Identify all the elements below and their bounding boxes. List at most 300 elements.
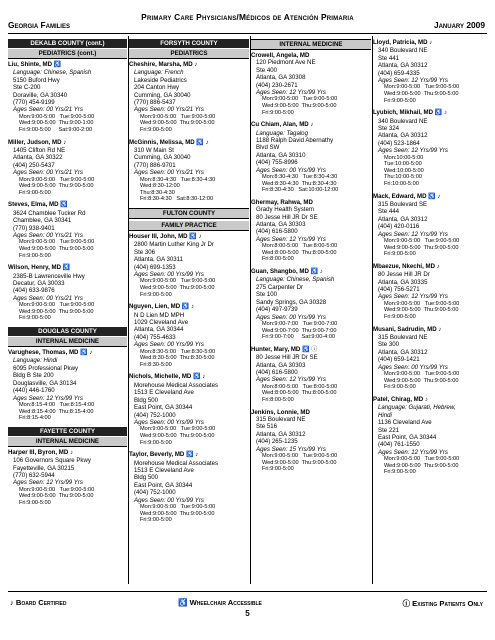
physician-name xyxy=(129,61,249,69)
physician-name xyxy=(373,263,488,271)
address-line: 315 Boulevard SE xyxy=(378,201,428,209)
office-hours: Wed:9:00-5:00 Thu:9:00-5:00 xyxy=(140,120,215,127)
ages-seen: Ages Seen: 00 Yrs/99 Yrs xyxy=(134,271,204,279)
address-line: Language: Chinese, Spanish xyxy=(256,276,335,284)
physician-name xyxy=(129,303,249,311)
existing-patients-icon: ⓘ xyxy=(311,346,318,353)
office-hours: Fri:8:30-4:30 Sat:10:00-12:00 xyxy=(262,187,339,194)
physician-name xyxy=(251,268,371,276)
office-hours: Mon:9:00-5:00 Tue:9:00-5:00 xyxy=(262,96,338,103)
address-line: 2800 Martin Luther King Jr Dr xyxy=(134,241,214,249)
office-hours: Wed:9:00-7:00 Thu:9:00-7:00 xyxy=(262,327,337,334)
address-line: Fayetteville, GA 30215 xyxy=(13,464,75,472)
address-line: East Point, GA 30344 xyxy=(134,404,193,412)
address-line: 5150 Buford Hwy xyxy=(13,76,60,84)
address-line: Chamblee, GA 30341 xyxy=(13,217,72,225)
board-certified-icon: ♪ xyxy=(424,396,428,403)
office-hours: Mon:10:00-5:00 xyxy=(384,154,424,161)
physician-name xyxy=(251,199,371,206)
office-hours: Wed:8:30-5:00 Thu:8:30-5:00 xyxy=(140,355,215,362)
physician-name xyxy=(251,409,371,416)
office-hours: Tue:10:00-5:00 xyxy=(384,161,422,168)
physician-name xyxy=(373,326,488,334)
office-hours: Fri:8:30-5:00 xyxy=(140,361,172,368)
board-certified-icon: ♪ xyxy=(205,139,209,146)
address-line: East Point, GA 30344 xyxy=(378,433,437,441)
physician-name-text: Hunter, Mary, MD xyxy=(251,345,301,353)
address-line: Atlanta, GA 30311 xyxy=(134,256,184,264)
address-line: Ste 441 xyxy=(378,54,400,62)
board-label: Board Certified xyxy=(15,598,67,607)
address-line: (404) 616-5800 xyxy=(256,228,298,236)
listing-column-2 xyxy=(129,39,249,529)
office-hours: Wed:9:00-5:00 Thu:9:00-5:00 xyxy=(140,432,215,439)
physician-entry xyxy=(129,233,249,298)
physician-entry xyxy=(8,61,127,134)
address-line: Hindi xyxy=(378,411,392,419)
physician-name xyxy=(251,346,371,354)
ages-seen: Ages Seen: 12 Yrs/99 Yrs xyxy=(13,394,83,402)
address-line: (404) 755-4633 xyxy=(134,333,176,341)
physician-name-text: Nichols, Michelle, MD xyxy=(129,373,192,381)
physician-name-text: Nguyen, Lien, MD xyxy=(129,303,181,311)
office-hours: Fri:9:00-5:00 xyxy=(140,127,172,134)
address-line: 106 Governors Square Pkwy xyxy=(13,457,91,465)
ages-seen: Ages Seen: 00 Yrs/99 Yrs xyxy=(134,496,204,504)
physician-entry xyxy=(373,326,488,391)
office-hours: Mon:9:00-5:00 Tue:9:00-5:00 xyxy=(19,239,95,246)
office-hours: Mon:8:30-4:30 Tue:8:30-4:30 xyxy=(262,174,338,181)
address-line: Language: French xyxy=(134,69,184,77)
county-header: FULTON COUNTY xyxy=(129,208,249,219)
office-hours: Mon:9:00-5:00 Tue:9:00-5:00 xyxy=(19,176,95,183)
address-line: (770) 632-5944 xyxy=(13,471,55,479)
physician-name xyxy=(129,451,249,459)
listing-column-3 xyxy=(251,39,371,478)
existing-patients-icon: ⓘ xyxy=(402,599,411,608)
office-hours: Fri:8:30-4:30 Sat:8:30-12:00 xyxy=(140,196,214,203)
county-header: INTERNAL MEDICINE xyxy=(251,39,371,50)
physician-name xyxy=(129,373,249,381)
physician-name-text: Mack, Edward, MD xyxy=(373,192,427,200)
office-hours: Wed:8:30-4:30 Thu:8:30-4:30 xyxy=(262,180,337,187)
board-certified-icon: ♪ xyxy=(437,193,441,200)
existing-label: Existing Patients Only xyxy=(412,599,483,608)
section-header: Georgia Families xyxy=(8,20,70,30)
specialty-header: PEDIATRICS (cont.) xyxy=(8,49,127,59)
physician-name-text: Liu, Shinte, MD xyxy=(8,61,53,68)
address-line: Bldg 500 xyxy=(134,396,159,404)
address-line: (404) 230-2671 xyxy=(256,81,298,89)
physician-name xyxy=(129,139,249,147)
address-line: 1188 Ralph David Abernathy xyxy=(256,137,334,145)
board-certified-icon: ♪ xyxy=(10,598,14,607)
office-hours: Fri:9:00-5:00 xyxy=(384,469,416,476)
physician-entry xyxy=(251,121,371,194)
board-certified-icon: ♪ xyxy=(195,452,199,459)
office-hours: Mon:9:00-5:00 Tue:9:00-5:00 xyxy=(384,456,460,463)
address-line: (404) 633-9876 xyxy=(13,287,55,295)
address-line: 204 Canton Hwy xyxy=(134,84,180,92)
office-hours: Mon:9:00-5:00 Tue:9:00-5:00 xyxy=(19,302,95,309)
office-hours: Wed:9:00-5:00 Thu:9:00-5:00 xyxy=(262,459,337,466)
office-hours: Mon:9:00-5:00 Tue:9:00-5:00 xyxy=(384,371,460,378)
address-line: (404) 755-8996 xyxy=(256,159,298,167)
physician-name-text: Ghermay, Rahwa, MD xyxy=(251,198,313,206)
ages-seen: Ages Seen: 00 Yrs/21 Yrs xyxy=(13,294,83,302)
address-line: Doraville, GA 30340 xyxy=(13,91,68,99)
address-line: Atlanta, GA 30310 xyxy=(256,151,306,159)
address-line: Ste 221 xyxy=(378,426,400,434)
ages-seen: Ages Seen: 00 Yrs/21 Yrs xyxy=(13,232,83,240)
physician-name-text: Steves, Elma, MD xyxy=(8,201,59,209)
physician-name-text: Lloyd, Patricia, MD xyxy=(373,39,428,46)
office-hours: Fri:9:00-7:00 Sat:9:00-4:00 xyxy=(262,334,336,341)
physician-name-text: McGinnis, Melissa, MD xyxy=(129,138,195,146)
wheelchair-icon: ♿ xyxy=(178,598,188,607)
office-hours: Wed:9:00-5:00 Thu:9:00-5:00 xyxy=(19,308,94,315)
address-line: Sandy Springs, GA 30328 xyxy=(256,298,327,306)
address-line: (404) 752-1000 xyxy=(134,489,176,497)
physician-entry xyxy=(373,396,488,476)
address-line: Ste C-200 xyxy=(13,84,41,92)
address-line: Atlanta, GA 30312 xyxy=(256,430,306,438)
address-line: 1513 E Cleveland Ave xyxy=(134,389,194,397)
ages-seen: Ages Seen: 12 Yrs/99 Yrs xyxy=(378,147,448,155)
address-line: 80 Jesse Hill JR Dr SE xyxy=(256,354,318,362)
physician-entry xyxy=(8,449,127,507)
address-line: 1405 Clifton Rd NE xyxy=(13,147,66,155)
address-line: East Point, GA 30344 xyxy=(134,481,193,489)
office-hours: Thu:10:00-5:00 xyxy=(384,174,422,181)
header-rule xyxy=(8,33,487,34)
board-certified-icon: ♪ xyxy=(202,374,206,381)
address-line: (770) 454-9199 xyxy=(13,99,55,107)
wheelchair-icon: ♿ xyxy=(186,452,194,459)
ages-seen: Ages Seen: 12 Yrs/99 Yrs xyxy=(378,230,448,238)
address-line: (770) 938-9401 xyxy=(13,224,55,232)
ages-seen: Ages Seen: 00 Yrs/99 Yrs xyxy=(134,341,204,349)
office-hours: Wed:9:00-5:00 Thu:9:00-5:00 xyxy=(19,246,94,253)
date-header: January 2009 xyxy=(433,20,485,30)
address-line: Atlanta, GA 30335 xyxy=(378,278,428,286)
address-line: Atlanta, GA 30308 xyxy=(256,74,306,82)
address-line: (770) 886-9701 xyxy=(134,161,176,169)
office-hours: Fri:10:00-5:00 xyxy=(384,181,419,188)
office-hours: Fri:9:00-5:00 Sat:9:00-2:00 xyxy=(19,127,93,134)
board-certified-icon: ♪ xyxy=(89,350,93,357)
physician-entry xyxy=(8,264,127,322)
wheelchair-icon: ♿ xyxy=(80,350,88,357)
address-line: Atlanta, GA 30312 xyxy=(378,62,428,70)
office-hours: Mon:8:30-4:30 Tue:8:30-4:30 xyxy=(140,176,216,183)
physician-name xyxy=(8,139,127,147)
address-line: Ste 400 xyxy=(256,66,278,74)
office-hours: Fri:9:00-5:00 xyxy=(140,439,172,446)
address-line: (404) 761-1550 xyxy=(378,441,420,449)
page-number: 5 xyxy=(245,609,250,618)
physician-name-text: Mbaezue, Nkechi, MD xyxy=(373,262,435,270)
office-hours: Wed:9:00-5:00 Thu:9:00-5:00 xyxy=(140,285,215,292)
office-hours: Mon:8:15-4:00 Tue:8:15-4:00 xyxy=(19,401,95,408)
office-hours: Mon:8:30-5:00 Tue:8:30-5:00 xyxy=(140,348,216,355)
office-hours: Mon:9:00-5:00 Tue:9:00-5:00 xyxy=(140,426,216,433)
office-hours: Mon:9:00-7:00 Tue:9:00-7:00 xyxy=(262,320,338,327)
ages-seen: Ages Seen: 12 Yrs/99 Yrs xyxy=(256,235,326,243)
address-line: (404) 616-5800 xyxy=(256,368,298,376)
office-hours: Fri:9:00-5:00 xyxy=(384,314,416,321)
address-line: (404) 420-0116 xyxy=(378,223,420,231)
physician-entry xyxy=(251,52,371,116)
physician-entry xyxy=(8,139,127,197)
office-hours: Mon:9:00-5:00 Tue:9:00-5:00 xyxy=(384,238,460,245)
address-line: 315 Boulevard NE xyxy=(256,415,306,423)
physician-entry xyxy=(129,373,249,446)
specialty-header: INTERNAL MEDICINE xyxy=(8,337,127,347)
physician-name-text: Patel, Chirag, MD xyxy=(373,395,424,403)
address-line: Lakeside Pediatrics xyxy=(134,76,187,84)
office-hours: Fri:8:00-5:00 xyxy=(262,396,294,403)
office-hours: Wed:9:00-5:00 Thu:9:00-5:00 xyxy=(384,91,459,98)
page-title: Primary Care Physicians/Médicos de Atención Primaria xyxy=(141,12,354,22)
legend-wheel xyxy=(178,598,262,607)
office-hours: Wed:8:15-4:00 Thu:8:15-4:00 xyxy=(19,408,94,415)
county-header: FAYETTE COUNTY xyxy=(8,427,127,436)
address-line: Douglasville, GA 30134 xyxy=(13,379,77,387)
address-line: Cumming, GA 30040 xyxy=(134,154,191,162)
office-hours: Mon:9:00-5:00 Tue:9:00-5:00 xyxy=(19,113,95,120)
address-line: 6095 Professional Pkwy xyxy=(13,364,79,372)
address-line: Cumming, GA 30040 xyxy=(134,91,191,99)
address-line: Atlanta, GA 30312 xyxy=(378,215,428,223)
board-certified-icon: ♪ xyxy=(194,62,198,68)
address-line: (404) 250-5437 xyxy=(13,161,55,169)
physician-name xyxy=(8,449,127,457)
office-hours: Fri:9:00-5:00 xyxy=(384,251,416,258)
address-line: Morehouse Medical Associates xyxy=(134,381,218,389)
physician-name-text: Guan, Shangbo, MD xyxy=(251,268,309,276)
office-hours: Mon:8:00-5:00 Tue:8:00-5:00 xyxy=(262,383,338,390)
physician-name xyxy=(373,109,488,117)
office-hours: Wed:9:00-5:00 Thu:9:00-5:00 xyxy=(19,183,94,190)
board-certified-icon: ♪ xyxy=(436,263,440,270)
address-line: N D Lien MD MPH xyxy=(134,311,185,319)
physician-entry xyxy=(129,61,249,134)
office-hours: Thu:8:30-4:30 xyxy=(140,189,175,196)
wheelchair-icon: ♿ xyxy=(62,265,71,272)
address-line: 2385-B Lawrenceville Hwy xyxy=(13,272,85,280)
physician-name xyxy=(129,233,249,241)
physician-name-text: Varughese, Thomas, MD xyxy=(8,349,79,357)
physician-name-text: Houser III, John, MD xyxy=(129,233,188,241)
address-line: Atlanta, GA 30312 xyxy=(378,132,428,140)
ages-seen: Ages Seen: 00 Yrs/21 Yrs xyxy=(134,169,204,177)
office-hours: Fri:9:00-5:00 xyxy=(19,189,51,196)
ages-seen: Ages Seen: 00 Yrs/21 Yrs xyxy=(13,106,83,114)
physician-name xyxy=(373,396,488,404)
legend-existing xyxy=(402,598,483,609)
address-line: (404) 752-1000 xyxy=(134,411,176,419)
office-hours: Wed:9:00-5:00 Thu:9:00-5:00 xyxy=(262,103,337,110)
address-line: Atlanta, GA 30322 xyxy=(13,154,63,162)
ages-seen: Ages Seen: 00 Yrs/21 Yrs xyxy=(134,106,204,114)
wheelchair-icon: ♿ xyxy=(181,304,190,311)
office-hours: Fri:9:00-5:00 xyxy=(140,291,172,298)
physician-entry xyxy=(251,346,371,404)
address-line: Language: Hindi xyxy=(13,357,58,365)
office-hours: Wed:8:00-5:00 Thu:8:00-5:00 xyxy=(262,249,337,256)
address-line: 1029 Cleveland Ave xyxy=(134,319,189,327)
physician-name-text: Cu Chiam, Alan, MD xyxy=(251,121,309,129)
office-hours: Wed:9:00-5:00 Thu:9:00-5:00 xyxy=(19,493,94,500)
physician-entry xyxy=(251,409,371,473)
wheelchair-icon: ♿ xyxy=(189,234,197,241)
physician-entry xyxy=(8,349,127,422)
physician-name-text: Miller, Judson, MD xyxy=(8,138,62,146)
physician-name-text: Lyubich, Mikhail, MD xyxy=(373,109,434,117)
board-certified-icon: ♪ xyxy=(429,40,433,46)
address-line: Language: Chinese, Spanish xyxy=(13,69,92,77)
office-hours: Wed:9:00-5:00 Thu:9:00-5:00 xyxy=(140,510,215,517)
address-line: (404) 659-4335 xyxy=(378,69,420,77)
physician-name xyxy=(8,201,127,209)
physician-name-text: Harper III, Byron, MD xyxy=(8,448,69,456)
office-hours: Fri:9:00-5:00 xyxy=(19,499,51,506)
address-line: Decatur, GA 30033 xyxy=(13,280,65,288)
address-line: Ste 324 xyxy=(378,125,400,133)
office-hours: Wed:8:00-5:00 Thu:8:00-5:00 xyxy=(262,390,337,397)
address-line: 340 Boulevard NE xyxy=(378,47,428,55)
office-hours: Fri:9:00-5:00 xyxy=(19,315,51,322)
physician-name-text: Taylor, Beverly, MD xyxy=(129,451,185,459)
address-line: 315 Boulevard NE xyxy=(378,334,428,342)
office-hours: Mon:9:00-5:00 Tue:9:00-5:00 xyxy=(19,486,95,493)
office-hours: Fri:9:00-5:00 xyxy=(262,466,294,473)
county-header: DEKALB COUNTY (cont.) xyxy=(8,39,127,48)
physician-name-text: Jenkins, Lonnie, MD xyxy=(251,408,310,416)
address-line: Ste 306 xyxy=(134,248,156,256)
physician-entry xyxy=(129,139,249,203)
office-hours: Wed:9:00-5:00 Thu:9:00-1:00 xyxy=(19,120,94,127)
physician-name-text: Crowell, Angela, MD xyxy=(251,52,310,59)
specialty-header: PEDIATRICS xyxy=(129,49,249,59)
office-hours: Wed:9:00-5:00 Thu:9:00-5:00 xyxy=(384,244,459,251)
address-line: 80 Jesse Hill JR Dr SE xyxy=(256,213,318,221)
physician-entry xyxy=(373,109,488,187)
physician-name xyxy=(373,39,488,47)
office-hours: Fri:9:00-5:00 xyxy=(19,252,51,259)
address-line: (404) 265-1235 xyxy=(256,438,298,446)
footer-rule xyxy=(8,591,487,592)
physician-name-text: Cheshire, Marsha, MD xyxy=(129,61,193,68)
ages-seen: Ages Seen: 12 Yrs/99 Yrs xyxy=(256,89,326,97)
wheelchair-icon: ♿ xyxy=(196,139,204,146)
wheelchair-icon: ♿ xyxy=(60,202,68,209)
address-line: 1513 E Cleveland Ave xyxy=(134,466,194,474)
physician-entry xyxy=(251,268,371,341)
physician-entry xyxy=(129,451,249,524)
office-hours: Fri:8:00-5:00 xyxy=(262,256,294,263)
address-line: Blvd SW xyxy=(256,144,280,152)
specialty-header: INTERNAL MEDICINE xyxy=(8,437,127,447)
physician-name xyxy=(373,193,488,201)
address-line: Language: Gujarati, Hebrew, xyxy=(378,404,456,412)
office-hours: Mon:8:00-5:00 Tue:8:00-5:00 xyxy=(262,243,338,250)
board-certified-icon: ♪ xyxy=(198,234,202,241)
address-line: Atlanta, GA 30344 xyxy=(134,326,184,334)
address-line: Grady Health System xyxy=(256,206,314,214)
wheelchair-icon: ♿ xyxy=(310,269,319,276)
ages-seen: Ages Seen: 00 Yrs/21 Yrs xyxy=(13,169,83,177)
wheel-label: Wheelchair Accessible xyxy=(189,598,262,607)
board-certified-icon: ♪ xyxy=(438,326,442,333)
board-certified-icon: ♪ xyxy=(63,139,67,146)
ages-seen: Ages Seen: 00 Yrs/99 Yrs xyxy=(256,166,326,174)
listing-column-4 xyxy=(373,39,488,481)
office-hours: Fri:8:15-4:00 xyxy=(19,415,51,422)
office-hours: Mon:9:00-5:00 Tue:9:00-5:00 xyxy=(384,84,460,91)
address-line: (404) 756-5271 xyxy=(378,286,420,294)
ages-seen: Ages Seen: 12 Yrs/99 Yrs xyxy=(378,293,448,301)
address-line: Bldg 500 xyxy=(134,474,159,482)
address-line: 275 Carpenter Dr xyxy=(256,283,304,291)
physician-name xyxy=(8,264,127,272)
office-hours: Wed:9:00-5:00 Thu:9:00-5:00 xyxy=(384,307,459,314)
office-hours: Wed:10:00-5:00 xyxy=(384,167,424,174)
physician-entry xyxy=(8,201,127,259)
physician-name xyxy=(8,349,127,357)
office-hours: Mon:9:00-5:00 Tue:9:00-5:00 xyxy=(140,278,216,285)
physician-name xyxy=(251,121,371,129)
address-line: 80 Jesse Hill JR Dr xyxy=(378,271,430,279)
address-line: 340 Boulevard NE xyxy=(378,117,428,125)
county-header: FORSYTH COUNTY xyxy=(129,39,249,48)
physician-name-text: Wilson, Henry, MD xyxy=(8,264,61,272)
ages-seen: Ages Seen: 00 Yrs/99 Yrs xyxy=(134,418,204,426)
office-hours: Wed:8:30-12:00 xyxy=(140,183,180,190)
wheelchair-icon: ♿ xyxy=(193,374,201,381)
address-line: Atlanta, GA 30303 xyxy=(256,221,306,229)
office-hours: Fri:9:00-5:00 xyxy=(384,384,416,391)
ages-seen: Ages Seen: 15 Yrs/99 Yrs xyxy=(256,445,326,453)
wheelchair-icon: ♿ xyxy=(302,346,310,353)
office-hours: Mon:9:00-5:00 Tue:9:00-5:00 xyxy=(262,452,338,459)
address-line: Morehouse Medical Associates xyxy=(134,459,218,467)
physician-entry xyxy=(251,199,371,263)
wheelchair-icon: ♿ xyxy=(434,110,443,117)
address-line: 120 Piedmont Ave NE xyxy=(256,59,316,67)
office-hours: Wed:9:00-5:00 Thu:9:00-5:00 xyxy=(384,377,459,384)
address-line: (404) 699-1353 xyxy=(134,263,176,271)
listing-column-1 xyxy=(8,39,127,512)
wheelchair-icon: ♿ xyxy=(428,193,436,200)
office-hours: Mon:9:00-5:00 Tue:9:00-5:00 xyxy=(140,503,216,510)
address-line: (770) 886-5437 xyxy=(134,99,176,107)
address-line: 1136 Cleveland Ave xyxy=(378,419,432,427)
office-hours: Wed:9:00-5:00 Thu:9:00-5:00 xyxy=(384,462,459,469)
physician-name xyxy=(8,61,127,69)
physician-name xyxy=(251,52,371,59)
ages-seen: Ages Seen: 12 Yrs/99 Yrs xyxy=(378,448,448,456)
ages-seen: Ages Seen: 12 Yrs/99 Yrs xyxy=(13,479,83,487)
ages-seen: Ages Seen: 12 Yrs/99 Yrs xyxy=(256,376,326,384)
address-line: (440) 446-1760 xyxy=(13,387,55,395)
specialty-header: FAMILY PRACTICE xyxy=(129,221,249,231)
board-certified-icon: ♪ xyxy=(319,269,323,276)
address-line: 310 W Main St xyxy=(134,147,174,155)
physician-entry xyxy=(129,303,249,368)
office-hours: Fri:9:00-5:00 xyxy=(262,109,294,116)
